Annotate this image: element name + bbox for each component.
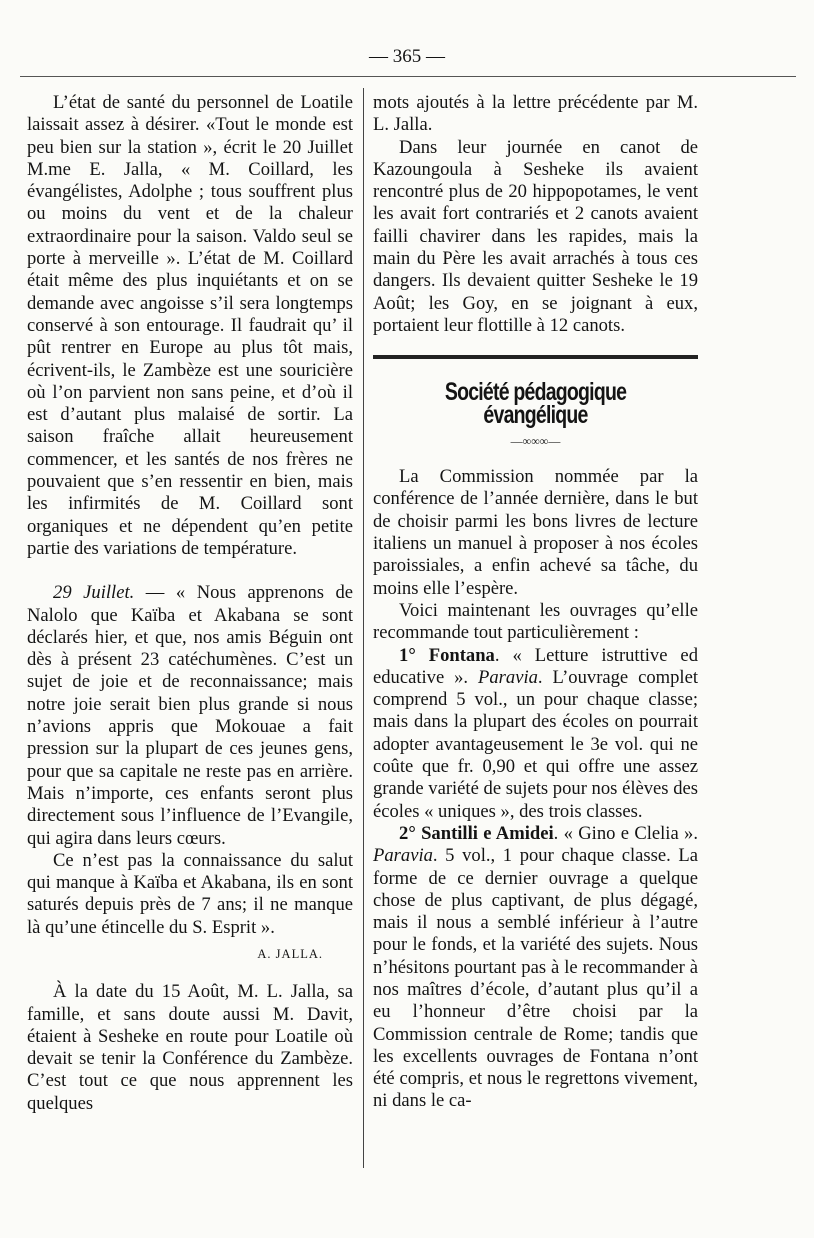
paragraph-salvation: Ce n’est pas la connaissance du salut qui manque à Kaïba et Akabana, ils en sont saturés depuis près de 7 ans; il ne manque là qu’une étincelle du S. Esprit ». bbox=[27, 849, 353, 938]
paragraph-recommendations: Voici maintenant les ouvrages qu’elle recommande tout particulièrement : bbox=[373, 599, 698, 644]
page-number: — 365 — bbox=[369, 46, 445, 67]
paragraph-continuation: mots ajoutés à la lettre précédente par M. L. Jalla. bbox=[373, 92, 698, 136]
item-2-publisher: Paravia bbox=[373, 845, 433, 867]
paragraph-health-report: L’état de santé du personnel de Loatile laissait assez à désirer. «Tout le monde est peu bien sur la station », écrit le 20 Juillet M.me E. Jalla, « M. Coillard, les évangélistes, Adolphe ; tous souffrent plus ou moins du vent et de la chaleur extraordinaire pour la saison. Valdo seul se porte à merveille ». L’état de M. Coillard était même des plus inquiétants et on se demande avec angoisse s’il sera longtemps conservé à son entourage. Il faudrait qu’ il pût rentrer en Europe au plus tôt mais, écrivent-ils, le Zambèze est une souricière où l’on parvient non sans peine, et d’où il est d’autant plus malaisé de sortir. La saison fraîche allait heureusement commencer, et les santés de nos frères ne pouvaient que s’en ressentir en bien, mais les infirmités de M. Coillard sont organiques et ne dépendent qu’en petite partie des variations de température. bbox=[27, 92, 353, 559]
ornament: —∞∞∞— bbox=[510, 433, 561, 448]
item-1-head: 1° Fontana bbox=[399, 644, 495, 666]
item-1-title: . « Letture istruttive ed educative ». bbox=[373, 644, 698, 688]
item-1-body: . L’ouvrage complet comprend 5 vol., un pour chaque classe; mais dans la plupart des écoles on pourrait adopter avantageusement le 3e vol. qui ne coûte que fr. 0,90 et qui offre une assez grande variété de sujets pour nos élèves des écoles « uniques », des trois classes. bbox=[373, 666, 698, 822]
paragraph-august-15: À la date du 15 Août, M. L. Jalla, sa famille, et sans doute aussi M. Davit, étaient à Sesheke en route pour Loatile où devait se tenir la Conférence du Zambèze. C’est tout ce que nous apprennent les quelques bbox=[27, 981, 353, 1114]
header-rule bbox=[20, 76, 796, 77]
paragraph-july-29 bbox=[27, 582, 353, 850]
column-divider bbox=[363, 88, 364, 1168]
left-column bbox=[27, 92, 353, 1115]
section-title: Société pédagogique évangélique bbox=[444, 378, 627, 429]
item-1-publisher: Paravia bbox=[478, 666, 538, 688]
recommendation-item-1 bbox=[373, 645, 698, 823]
paragraph-july-29-text: — « Nous apprenons de Nalolo que Kaïba et Akabana se sont déclarés hier, et que, nos amis Béguin ont dès à présent 23 catéchumènes. C’est un sujet de joie et de reconnaissance; mais notre joie serait bien plus grande si nous n’avions appris que Mokouae a fait pression sur la plupart de ces jeunes gens, pour que sa capitale ne reste pas en arrière. Mais n’importe, ces enfants seront plus directement sous l’influence de l’Evangile, qui agira dans leurs cœurs. bbox=[27, 582, 353, 849]
date-label: 29 Juillet. bbox=[53, 582, 135, 604]
item-2-body: . 5 vol., 1 pour chaque classe. La forme de ce dernier ouvrage a quelque chose de plus captivant, de plus dégagé, mais il nous a semblé inférieur à l’autre pour le fonds, et la variété des sujets. Nous n’hésitons pourtant pas à le recommander à nos maîtres d’école, d’autant plus qu’il a eu l’honneur d’être choisi par la Commission centrale de Rome; tandis que les excellents ouvrages de Fontana n’ont été compris, et nous le regrettons vivement, ni dans le ca- bbox=[373, 845, 698, 1112]
paragraph-commission: La Commission nommée par la conférence de l’année dernière, dans le but de choisir parmi les bons livres de lecture italiens un manuel à proposer à nos écoles paroissiales, a enfin achevé sa tâche, du moins elle l’espère. bbox=[373, 466, 698, 599]
signature: A. JALLA. bbox=[257, 946, 323, 961]
item-2-title: . « Gino e Clelia ». bbox=[553, 822, 698, 844]
section-rule bbox=[373, 355, 698, 359]
right-column bbox=[373, 92, 698, 1113]
item-2-head: 2° Santilli e Amidei bbox=[399, 822, 554, 844]
recommendation-item-2 bbox=[373, 823, 698, 1113]
paragraph-canoe-journey: Dans leur journée en canot de Kazoungoula à Sesheke ils avaient rencontré plus de 20 hippopotames, le vent les avait fort contrariés et 2 canots avaient failli chavirer dans les rapides, mais la main du Père les avait arrachés à tous ces dangers. Ils devaient quitter Sesheke le 19 Août; les Goy, en se joignant à eux, portaient leur flottille à 12 canots. bbox=[373, 136, 698, 336]
